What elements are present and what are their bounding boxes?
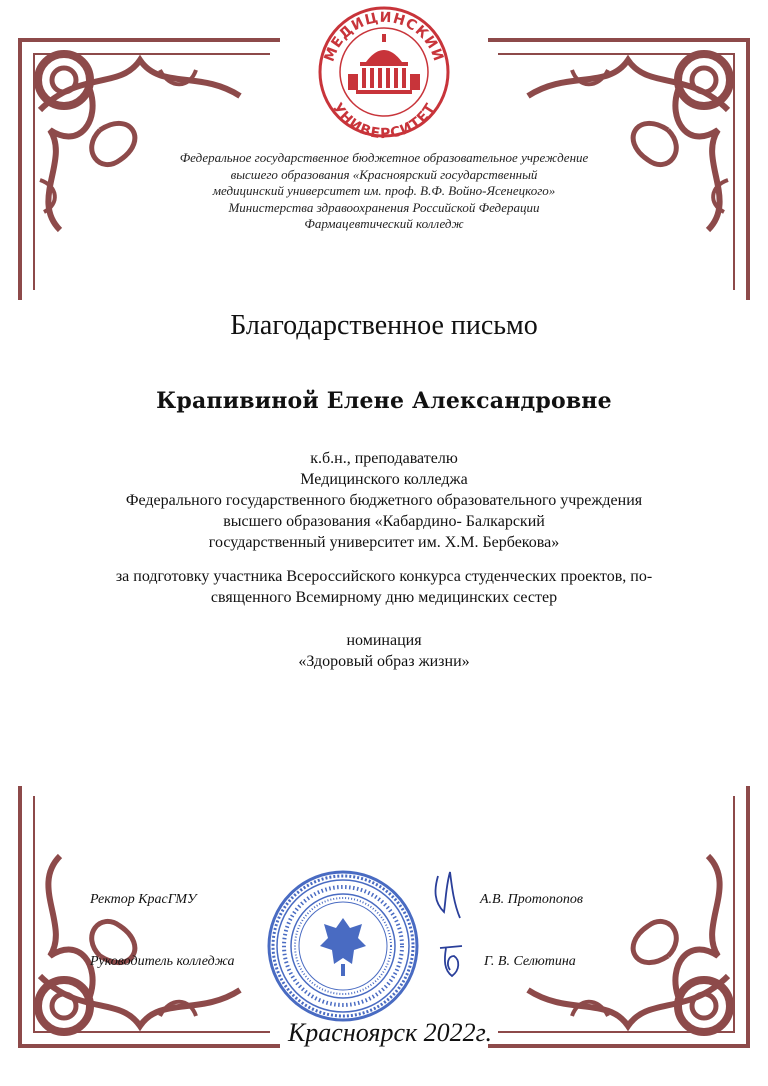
document-title: Благодарственное письмо xyxy=(230,310,538,341)
official-stamp xyxy=(258,866,428,1026)
institution-header xyxy=(120,150,648,233)
head-name: Г. В. Селютина xyxy=(484,954,576,969)
header-line: Федеральное государственное бюджетное образовательное учреждение xyxy=(179,150,589,165)
university-logo xyxy=(304,4,464,139)
svg-text:МЕДИЦИНСКИЙ: МЕДИЦИНСКИЙ xyxy=(321,9,447,64)
city-year: Красноярск 2022г. xyxy=(288,1018,492,1047)
building-icon xyxy=(348,34,420,94)
reason-line: за подготовку участника Всероссийского конкурса студенческих проектов, по- xyxy=(115,568,653,585)
reason-line: священного Всемирному дню медицинских сестер xyxy=(210,589,558,606)
head-signature xyxy=(434,938,470,988)
nomination-line: «Здоровый образ жизни» xyxy=(298,653,470,670)
rector-name: А.В. Протопопов xyxy=(480,892,583,907)
position-line: государственный университет им. Х.М. Бербекова» xyxy=(208,534,560,551)
position-line: к.б.н., преподавателю xyxy=(310,450,458,467)
award-reason xyxy=(60,566,708,608)
nomination-line: номинация xyxy=(346,632,422,649)
header-line: Министерства здравоохранения Российской Федерации xyxy=(228,199,540,215)
header-line: Фармацевтический колледж xyxy=(304,216,464,231)
rector-title: Ректор КрасГМУ xyxy=(90,892,197,907)
svg-text:УНИВЕРСИТЕТ: УНИВЕРСИТЕТ xyxy=(328,100,440,139)
recipient-position xyxy=(60,448,708,553)
position-line: Федерального государственного бюджетного образовательного учреждения xyxy=(125,492,643,509)
nomination xyxy=(60,630,708,672)
recipient-name: Крапивиной Елене Александровне xyxy=(156,388,612,414)
position-line: высшего образования «Кабардино- Балкарский xyxy=(223,513,545,530)
header-line: высшего образования «Красноярский государственный xyxy=(230,166,538,182)
header-line: медицинский университет им. проф. В.Ф. Войно-Ясенецкого» xyxy=(212,183,556,198)
ornament-bottom-right xyxy=(468,766,768,1086)
position-line: Медицинского колледжа xyxy=(300,471,468,488)
eagle-emblem-icon xyxy=(320,918,366,976)
rector-signature xyxy=(430,868,470,928)
ornament-bottom-left xyxy=(0,766,300,1086)
head-title: Руководитель колледжа xyxy=(90,954,235,969)
